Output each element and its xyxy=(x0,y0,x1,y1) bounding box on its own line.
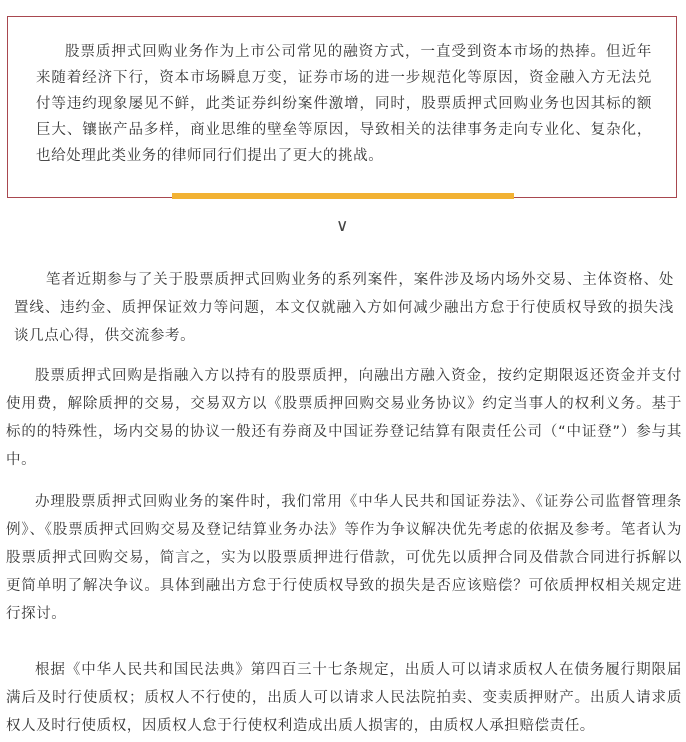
paragraph-2: 股票质押式回购是指融入方以持有的股票质押，向融出方融入资金，按约定期限返还资金并支付使用费，解除质押的交易，交易双方以《股票质押回购交易业务协议》约定当事人的权利义务。基于标的的特殊性，场内交易的协议一般还有券商及中国证券登记结算有限责任公司（“中证登”）参与其中。 xyxy=(6,368,682,468)
accent-bar xyxy=(172,193,514,199)
paragraph-3: 办理股票质押式回购业务的案件时，我们常用《中华人民共和国证券法》、《证券公司监督管理条例》、《股票质押式回购交易及登记结算业务办法》等作为争议解决优先考虑的依据及参考。笔者认为股票质押式回购交易，简言之，实为以股票质押进行借款，可优先以质押合同及借款合同进行拆解以更简单明了解决争议。具体到融出方怠于行使质权导致的损失是否应该赔偿？可依质押权相关规定进行探讨。 xyxy=(6,494,682,622)
intro-box xyxy=(7,16,677,198)
intro-text: 股票质押式回购业务作为上市公司常见的融资方式，一直受到资本市场的热捧。但近年来随着经济下行，资本市场瞬息万变，证券市场的进一步规范化等原因，资金融入方无法兑付等违约现象屡见不鲜，此类证券纠纷案件激增，同时，股票质押式回购业务也因其标的额巨大、镶嵌产品多样，商业思维的壁垒等原因，导致相关的法律事务走向专业化、复杂化，也给处理此类业务的律师同行们提出了更大的挑战。 xyxy=(36,44,652,164)
chevron-down-icon[interactable]: ∨ xyxy=(336,216,349,236)
paragraph-4: 根据《中华人民共和国民法典》第四百三十七条规定，出质人可以请求质权人在债务履行期限届满后及时行使质权；质权人不行使的，出质人可以请求人民法院拍卖、变卖质押财产。出质人请求质权人及时行使质权，因质权人怠于行使权利造成出质人损害的，由质权人承担赔偿责任。 xyxy=(6,662,682,734)
paragraph-1: 笔者近期参与了关于股票质押式回购业务的系列案件，案件涉及场内场外交易、主体资格、处置线、违约金、质押保证效力等问题，本文仅就融入方如何减少融出方怠于行使质权导致的损失浅谈几点心得，供交流参考。 xyxy=(14,272,674,344)
